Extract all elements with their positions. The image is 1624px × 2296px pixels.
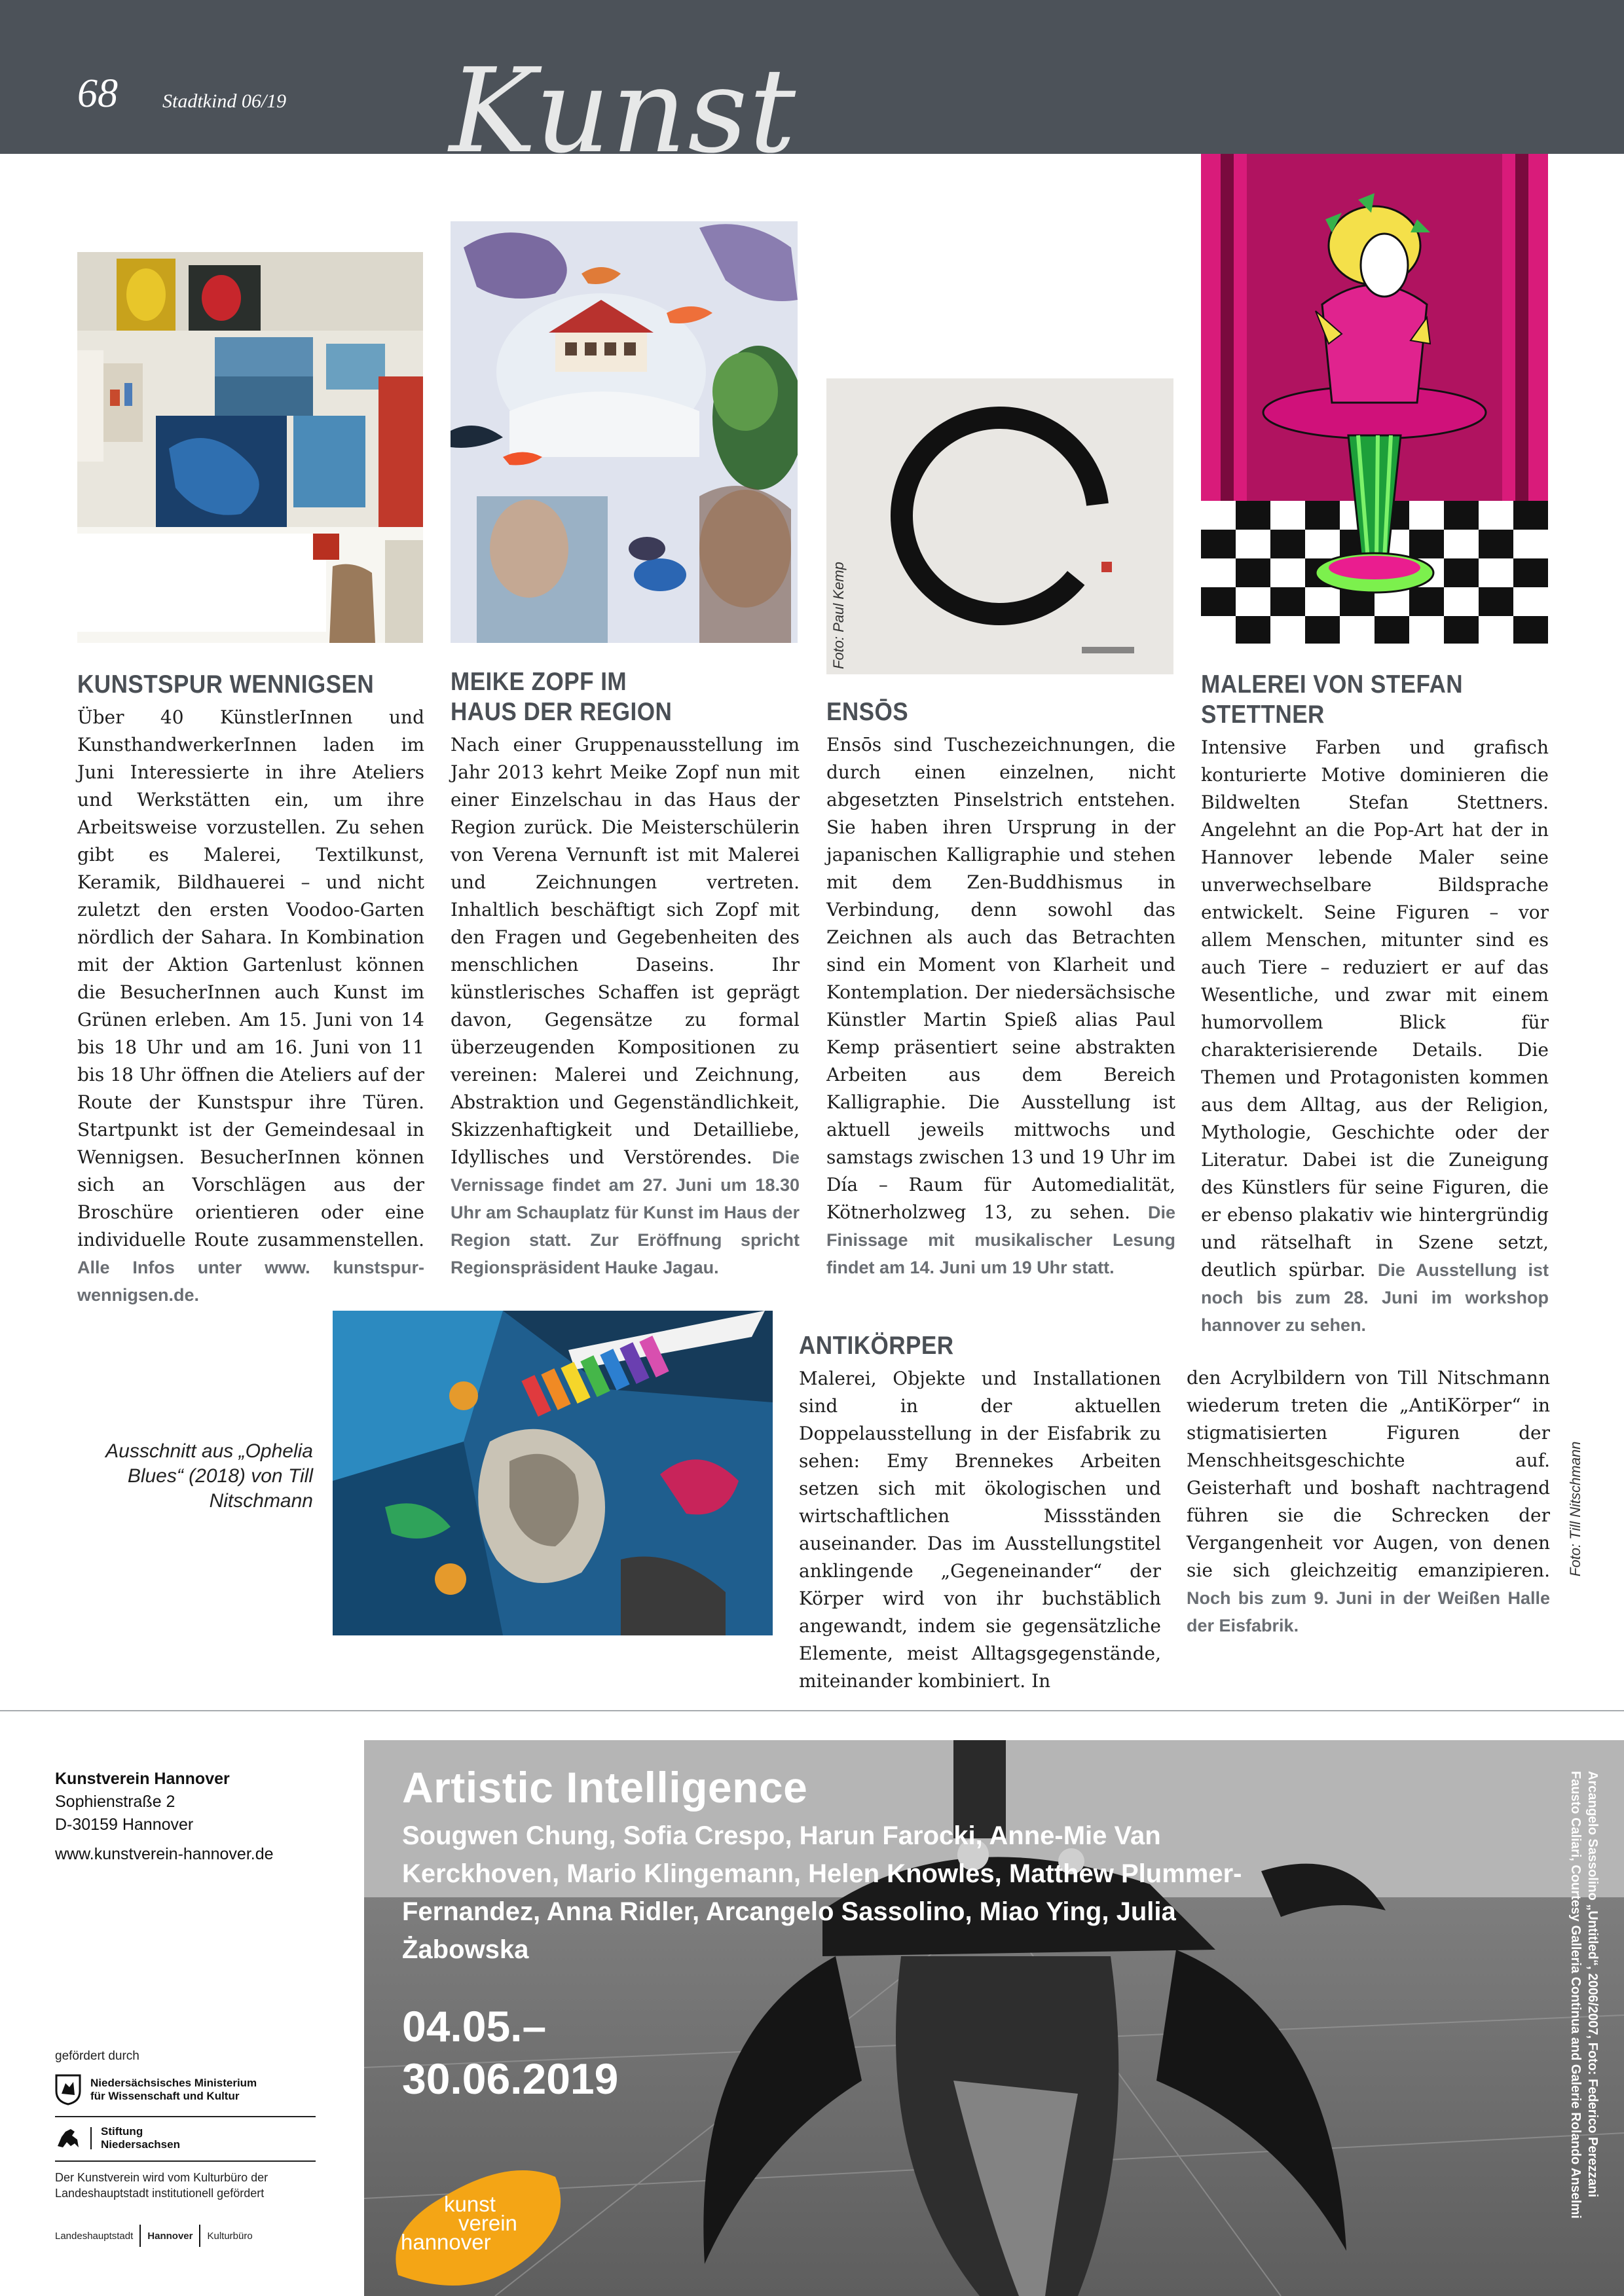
ensos-text: Ensōs sind Tuschezeichnungen, die durch einen einzelnen, nicht abgesetzten Pinselstrich entstehen. Sie haben ihren Ursprung in der japanischen Kalligraphie und stehen mit dem Zen-Buddhismus in Verbindung, denn sowohl das Zeichnen als auch das Betrachten sind ein Moment von Klarheit und Kontemplation. Der niedersächsische Künstler Martin Spieß alias Paul Kemp präsentiert seine abstrakten Arbeiten aus dem Bereich Kalligraphie. Die Ausstellung ist aktuell jeweils mittwochs und samstags zwischen 13 und 19 Uhr im Día – Raum für Automedialität, Kötnerholzweg 13, zu sehen. (826, 734, 1175, 1223)
logo-divider-2 (55, 2160, 316, 2162)
ad-dates (402, 2000, 618, 2105)
funded-by-label: gefördert durch (55, 2049, 139, 2063)
kunstverein-name: Kunstverein Hannover (55, 1770, 230, 1788)
kunstspur-title: KUNSTSPUR WENNIGSEN (77, 670, 375, 699)
ad-divider (0, 1710, 1624, 1711)
antikoerper-title: ANTIKÖRPER (799, 1332, 954, 1360)
antikoerper-photo-credit: Foto: Till Nitschmann (1567, 1441, 1583, 1576)
antikoerper-body-left: Malerei, Objekte und Installationen sind in der aktuellen Doppelausstellung in der Eisfabrik zu sehen: Emy Brennekes Arbeiten setzen sich mit ökologischen und wirtschaftlichen Missständen auseinander. Das im Ausstellungstitel anklingende „Gegeneinander“ der Körper wird von ihr buchstäblich angewandt, indem sie gegensätzliche Elemente, meist Alltagsgegenstände, miteinander kombiniert. In (799, 1368, 1161, 1692)
city-logo-left: Landeshauptstadt (55, 2230, 134, 2242)
kunstverein-logo-text (401, 2192, 517, 2254)
kunstspur-text: Über 40 KünstlerInnen und KunsthandwerkerInnen laden im Juni Interessierte in ihre Ateliers und Werkstätten ein, um ihre Arbeitsweise vorzustellen. Zu sehen gibt es Malerei, Textilkunst, Keramik, Bildhauerei – und nicht zuletzt den ersten Voodoo-Garten nördlich der Sahara. In Kombination mit der Aktion Gartenlust können die BesucherInnen auch Kunst im Grünen erleben. Am 15. Juni von 14 bis 18 Uhr und am 16. Juni von 11 bis 18 Uhr öffnen die Ateliers auf der Route der Kunstspur ihre Türen. Startpunkt ist der Gemeindesaal in Wennigsen. BesucherInnen können sich an Vorschlägen aus der Broschüre orientieren oder eine individuelle Route zusammenstellen. (77, 706, 424, 1250)
zopf-title: MEIKE ZOPF IM HAUS DER REGION (451, 668, 673, 726)
page-number: 68 (77, 71, 118, 116)
zopf-text: Nach einer Gruppenausstellung im Jahr 2013 kehrt Meike Zopf nun mit einer Einzelschau in das Haus der Region zurück. Die Meisterschülerin von Verena Vernunft ist mit Malerei und Zeichnungen vertreten. Inhaltlich beschäftigt sich Zopf mit den Fragen und Gegebenheiten des menschlichen Daseins. Ihr künstlerisches Schaffen ist geprägt davon, Gegensätze zu formal überzeugenden Kompositionen zu vereinen: Malerei und Zeichnung, Abstraktion und Gegenständlichkeit, Skizzenhaftigkeit und Detailliebe, Idyllisches und Verstörendes. (451, 734, 800, 1168)
stettner-info: Die Ausstellung ist noch bis zum 28. Juni im workshop hannover zu sehen. (1201, 1260, 1549, 1335)
article-stettner (1201, 670, 1549, 1339)
article-antikoerper (799, 1331, 1161, 1695)
ministry-text: Niedersächsisches Ministerium für Wissenschaft und Kultur (90, 2077, 257, 2102)
kv-logo-line-2: verein (458, 2211, 517, 2235)
stiftung-logo (55, 2125, 180, 2151)
stettner-body (1201, 734, 1549, 1339)
kunstspur-info: Alle Infos unter www. kunstspur-wennigsen.de. (77, 1258, 424, 1305)
lower-saxony-crest-icon (55, 2074, 81, 2105)
ad-date-from: 04.05.– (402, 2002, 547, 2050)
ad-photo-credit-1: Arcangelo Sassolino „Untitled“, 2006/2007, Foto: Federico Perezzani (1585, 1771, 1600, 2198)
hannover-city-logo (55, 2225, 253, 2247)
city-logo-right: Kulturbüro (207, 2230, 253, 2242)
stettner-text: Intensive Farben und grafisch konturierte Motive dominieren die Bildwelten Stefan Stettners. Angelehnt an die Pop-Art hat der in Hannover lebende Maler seine unverwechselbare Bildsprache entwickelt. Seine Figuren – vor allem Menschen, mitunter sind es auch Tiere – reduziert er auf das Wesentliche, und zwar mit einem humorvollem Blick für charakterisierende Details. Die Themen und Protagonisten kommen aus dem Alltag, aus der Religion, Mythologie, Geschichte oder der Literatur. Dabei ist die Zuneigung des Künstlers für seine Figuren, die er ebenso plakativ wie hintergründig und rätselhaft in Szene setzt, deutlich spürbar. (1201, 737, 1549, 1281)
article-ensos (826, 697, 1175, 1281)
zopf-body (451, 731, 800, 1281)
kunstverein-address (55, 1768, 274, 1866)
antikoerper-body-right (1187, 1364, 1550, 1639)
article-zopf (451, 667, 800, 1281)
horse-icon (55, 2126, 81, 2150)
issue-label: Stadtkind 06/19 (162, 90, 287, 112)
zopf-painting-photo (451, 221, 798, 643)
ensos-body (826, 731, 1175, 1281)
kunstverein-web-link[interactable]: www.kunstverein-hannover.de (55, 1845, 274, 1863)
ad-exhibition-title: Artistic Intelligence (402, 1763, 808, 1812)
ensos-photo-credit: Foto: Paul Kemp (830, 562, 847, 669)
antikoerper-info: Noch bis zum 9. Juni in der Weißen Halle der Eisfabrik. (1187, 1588, 1550, 1635)
ad-date-to: 30.06.2019 (402, 2054, 619, 2103)
funding-note: Der Kunstverein wird vom Kulturbüro der Landeshauptstadt institutionell gefördert (55, 2171, 268, 2200)
ad-artist-list: Sougwen Chung, Sofia Crespo, Harun Farocki, Anne-Mie Van Kerckhoven, Mario Klingemann, Helen Knowles, Matthew Plummer-Fernandez, Anna Ridler, Arcangelo Sassolino, Miao Ying, Julia Żabowska (402, 1821, 1242, 1964)
kunstverein-street: Sophienstraße 2 (55, 1793, 175, 1811)
stettner-painting-photo (1201, 154, 1548, 644)
ophelia-caption: Ausschnitt aus „Ophelia Blues“ (2018) von Till Nitschmann (105, 1440, 313, 1512)
kv-logo-line-3: hannover (401, 2230, 491, 2254)
section-title: Kunst (449, 43, 798, 179)
city-logo-bar-1 (139, 2225, 141, 2247)
city-logo-mid: Hannover (147, 2230, 193, 2242)
ad-photo-credit (1567, 1771, 1601, 2269)
ad-photo-credit-2: Fausto Caliari, Courtesy Galleria Continua and Galerie Rolando Anselmi (1568, 1771, 1583, 2219)
antikoerper-text-right: den Acrylbildern von Till Nitschmann wiederum treten die „AntiKörper“ in stigmatisierten Figuren der Menschheitsgeschichte auf. Geisterhaft und boshaft nachtragend führen sie die Schrecken der Vergangenheit vor Augen, von denen sie sich gleichzeitig emanzipieren. (1187, 1367, 1550, 1581)
stiftung-text: Stiftung Niedersachsen (101, 2125, 180, 2151)
ophelia-blues-photo (333, 1311, 773, 1635)
article-kunstspur (77, 670, 424, 1309)
page-header (0, 0, 1624, 154)
ministry-logo (55, 2074, 257, 2105)
kv-logo-line-1: kunst (444, 2192, 496, 2216)
ensos-info: Die Finissage mit musikalischer Lesung findet am 14. Juni um 19 Uhr statt. (826, 1203, 1175, 1277)
enso-photo (826, 378, 1173, 674)
article-antikoerper-cont (1187, 1364, 1550, 1639)
kunstverein-city: D-30159 Hannover (55, 1815, 194, 1834)
logo-divider-1 (55, 2116, 316, 2117)
ensos-title: ENSŌS (826, 698, 909, 726)
studio-photo (77, 252, 423, 643)
city-logo-bar-2 (199, 2225, 200, 2247)
stettner-title: MALEREI VON STEFAN STETTNER (1201, 670, 1464, 729)
kunstspur-body (77, 704, 424, 1309)
zopf-info: Die Vernissage findet am 27. Juni um 18.30 Uhr am Schauplatz für Kunst im Haus der Region statt. Zur Eröffnung spricht Regionspräsident Hauke Jagau. (451, 1148, 800, 1277)
